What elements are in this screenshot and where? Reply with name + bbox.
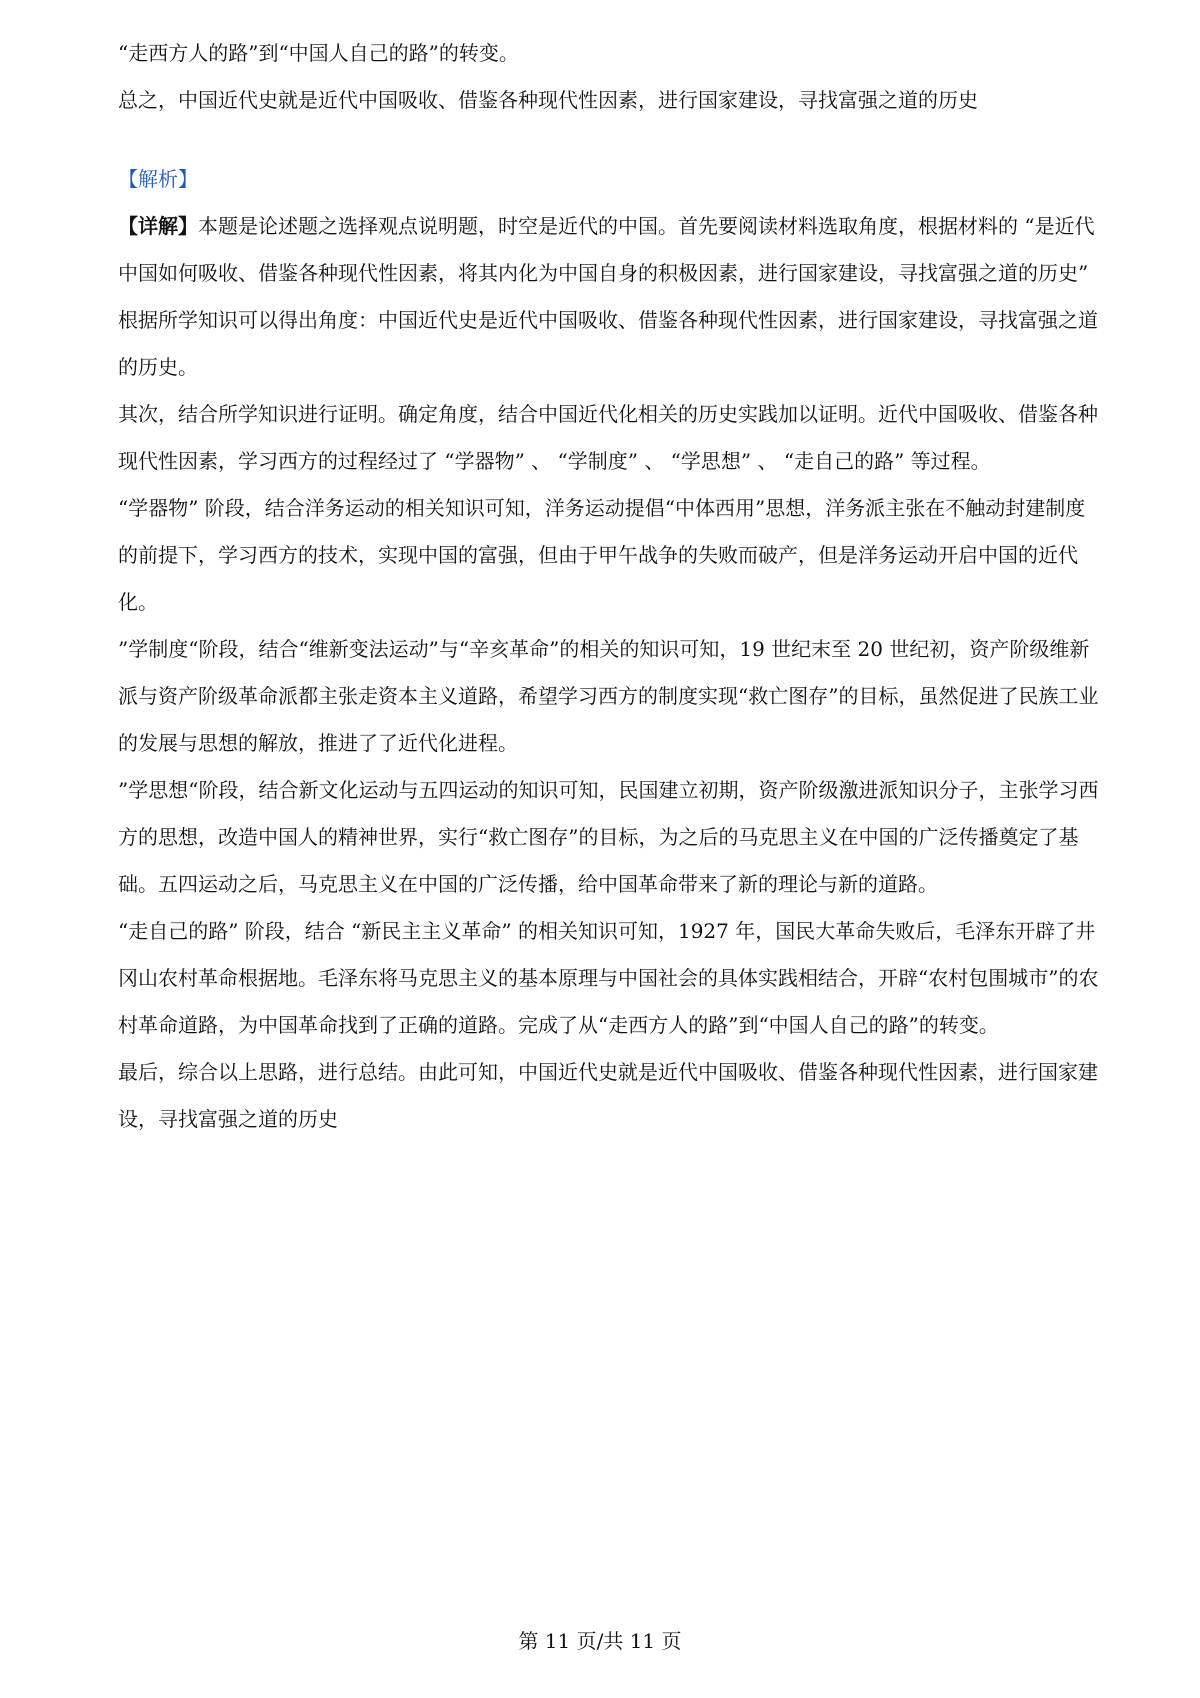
paragraph-body-6: 最后，综合以上思路，进行总结。由此可知，中国近代史就是近代中国吸收、借鉴各种现代性因素，进行国家建设，寻找富强之道的历史: [118, 1060, 1098, 1131]
page-footer: 第 11 页/共 11 页: [518, 1629, 682, 1653]
detail-text: 本题是论述题之选择观点说明题，时空是近代的中国。首先要阅读材料选取角度，根据材料的 “是近代中国如何吸收、借鉴各种现代性因素，将其内化为中国自身的积极因素，进行国家建设，寻找富强之道的历史” 根据所学知识可以得出角度：中国近代史是近代中国吸收、借鉴各种现代性因素，进行国家建设，寻找富强之道的历史。: [118, 214, 1098, 379]
paragraph-body-4: ”学思想“阶段，结合新文化运动与五四运动的知识可知，民国建立初期，资产阶级激进派知识分子，主张学习西方的思想，改造中国人的精神世界，实行“救亡图存”的目标，为之后的马克思主义在中国的广泛传播奠定了基础。五四运动之后，马克思主义在中国的广泛传播，给中国革命带来了新的理论与新的道路。: [118, 778, 1099, 896]
paragraph-top-1: “走西方人的路”到“中国人自己的路”的转变。: [118, 41, 519, 65]
paragraph-detail: [118, 203, 1104, 391]
paragraph-body-3: ”学制度“阶段，结合“维新变法运动”与“辛亥革命”的相关的知识可知，19 世纪末至 20 世纪初，资产阶级维新派与资产阶级革命派都主张走资本主义道路，希望学习西方的制度实现“救亡图存”的目标，虽然促进了民族工业的发展与思想的解放，推进了了近代化进程。: [118, 637, 1099, 755]
paragraph-top-2: 总之，中国近代史就是近代中国吸收、借鉴各种现代性因素，进行国家建设，寻找富强之道的历史: [118, 88, 978, 112]
section-title-analysis: 【解析】: [118, 167, 198, 191]
detail-label: 【详解】: [118, 214, 198, 238]
page-content: [118, 30, 1104, 1143]
paragraph-body-2: “学器物” 阶段，结合洋务运动的相关知识可知，洋务运动提倡“中体西用”思想，洋务派主张在不触动封建制度的前提下，学习西方的技术，实现中国的富强，但由于甲午战争的失败而破产，但是洋务运动开启中国的近代化。: [118, 496, 1086, 614]
paragraph-body-5: “走自己的路” 阶段，结合 “新民主主义革命” 的相关知识可知，1927 年，国民大革命失败后，毛泽东开辟了井冈山农村革命根据地。毛泽东将马克思主义的基本原理与中国社会的具体实践相结合，开辟“农村包围城市”的农村革命道路，为中国革命找到了正确的道路。完成了从“走西方人的路”到“中国人自己的路”的转变。: [118, 919, 1099, 1037]
paragraph-body-1: 其次，结合所学知识进行证明。确定角度，结合中国近代化相关的历史实践加以证明。近代中国吸收、借鉴各种现代性因素，学习西方的过程经过了 “学器物” 、 “学制度” 、 “学思想” 、 “走自己的路” 等过程。: [118, 402, 1098, 473]
